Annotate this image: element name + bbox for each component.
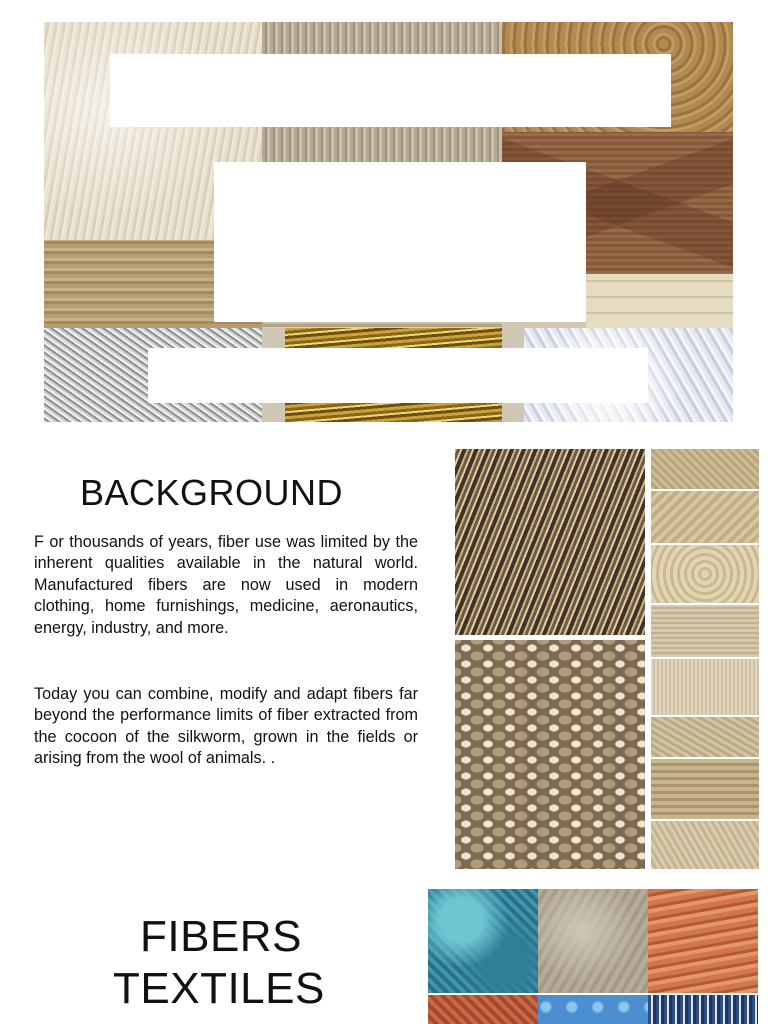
background-paragraph-1: F or thousands of years, fiber use was limited by the inherent qualities available in the natural world. Manufactured fibers are now used in modern clothing, home furnishings, medicine, aeronautics, energy, industry, and more. bbox=[34, 533, 418, 637]
background-heading: BACKGROUND bbox=[80, 472, 344, 513]
bottom-textile-collage bbox=[428, 889, 758, 1024]
fabric-strip-image-7 bbox=[651, 759, 759, 819]
teal-felt-image bbox=[428, 889, 538, 993]
blue-puff-image bbox=[538, 995, 648, 1024]
fabric-strip-image-5 bbox=[651, 659, 759, 715]
fabric-strip-image-4 bbox=[651, 605, 759, 657]
chunky-weave-image bbox=[455, 640, 645, 869]
rust-fabric-image bbox=[428, 995, 538, 1024]
placeholder-box-top bbox=[110, 54, 671, 127]
background-paragraph-2: Today you can combine, modify and adapt fibers far beyond the performance limits of fiber extracted from the cocoon of the silkworm, grown in the fields or arising from the wool of animals. . bbox=[34, 685, 418, 768]
sand-texture-image bbox=[538, 889, 648, 993]
terracotta-fabric-image bbox=[648, 889, 758, 993]
right-textile-collage bbox=[455, 449, 759, 869]
fabric-strip-image-8 bbox=[651, 821, 759, 869]
top-textile-collage bbox=[44, 22, 733, 422]
fabric-strip-image-1 bbox=[651, 449, 759, 489]
title-fibers: FIBERS bbox=[140, 912, 302, 961]
placeholder-box-middle bbox=[214, 162, 586, 322]
placeholder-box-bottom bbox=[148, 348, 648, 403]
fabric-strip-image-3 bbox=[651, 545, 759, 603]
fabric-strip-image-2 bbox=[651, 491, 759, 543]
indigo-weave-image bbox=[648, 995, 758, 1024]
woven-mat-image bbox=[586, 274, 733, 328]
title-textiles: TEXTILES bbox=[113, 964, 325, 1013]
fabric-strip-image-6 bbox=[651, 717, 759, 757]
loom-threads-image bbox=[455, 449, 645, 635]
